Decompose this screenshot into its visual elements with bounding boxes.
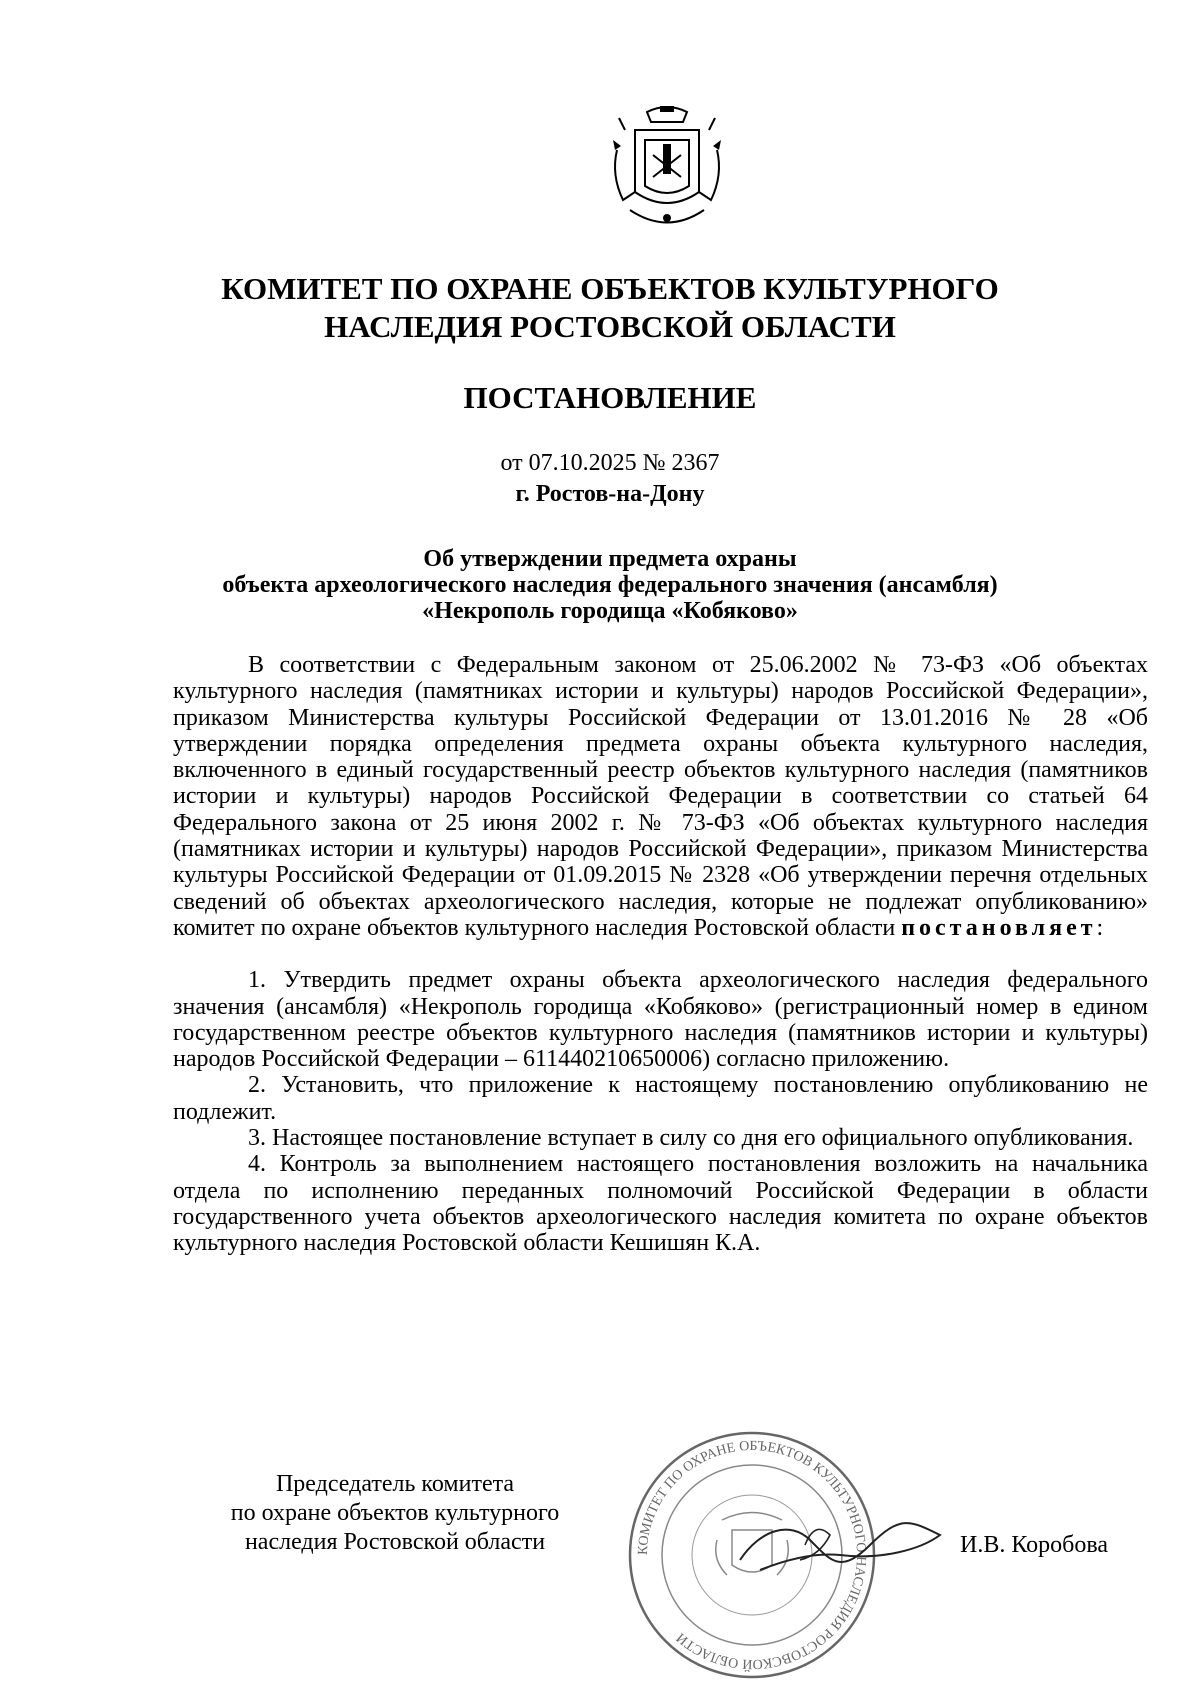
item-1: 1. Утвердить предмет охраны объекта археологического наследия федерального значения (ансамбля) «Некрополь городища «Кобяково» (регистрационный номер в едином государственном реестре объектов культурного наследия (памятников истории и культуры) народов Российской Федерации – 611440210650006) согласно приложению.	[173, 967, 1148, 1073]
organization-name	[150, 270, 1070, 346]
signatory-position	[180, 1470, 610, 1557]
document-subject	[150, 546, 1070, 624]
document-body	[173, 652, 1148, 1257]
position-line-1: Председатель комитета	[275, 1471, 515, 1497]
position-line-2: по охране объектов культурного	[230, 1500, 560, 1526]
resolves-word: постановляет	[901, 914, 1097, 941]
coat-of-arms-icon	[605, 100, 730, 240]
item-4: 4. Контроль за выполнением настоящего постановления возложить на начальника отдела по исполнению переданных полномочий Российской Федерации в области государственного учета объектов археологического наследия комитета по охране объектов культурного наследия Ростовской области Кешишян К.А.	[173, 1151, 1148, 1257]
document-date-number: от 07.10.2025 № 2367	[500, 450, 720, 476]
preamble-colon: :	[1096, 914, 1104, 941]
handwritten-signature	[720, 1500, 960, 1590]
stamp-text: КОМИТЕТ ПО ОХРАНЕ ОБЪЕКТОВ КУЛЬТУРНОГО НАСЛЕДИЯ РОСТОВСКОЙ ОБЛАСТИ	[635, 1438, 869, 1672]
organization-line-2: НАСЛЕДИЯ РОСТОВСКОЙ ОБЛАСТИ	[324, 309, 896, 344]
document-type: ПОСТАНОВЛЕНИЕ	[463, 380, 757, 415]
preamble-paragraph	[173, 652, 1148, 941]
document-city: г. Ростов-на-Дону	[515, 481, 705, 507]
subject-line-3: «Некрополь городища «Кобяково»	[422, 598, 798, 624]
item-3: 3. Настоящее постановление вступает в силу со дня его официального опубликования.	[248, 1125, 1134, 1152]
preamble-text: В соответствии с Федеральным законом от 25.06.2002 № 73-ФЗ «Об объектах культурного наследия (памятниках истории и культуры) народов Российской Федерации», приказом Министерства культуры Российской Федерации от 13.01.2016 № 28 «Об утверждении порядка определения предмета охраны объекта культурного наследия, включенного в единый государственный реестр объектов культурного наследия (памятников истории и культуры) народов Российской Федерации в соответствии со статьей 64 Федерального закона от 25 июня 2002 г. № 73-ФЗ «Об объектах культурного наследия (памятниках истории и культуры) народов Российской Федерации», приказом Министерства культуры Российской Федерации от 01.09.2015 № 2328 «Об утверждении перечня отдельных сведений об объектах археологического наследия, которые не подлежат опубликованию» комитет по охране объектов культурного наследия Ростовской области	[173, 652, 1148, 941]
subject-line-2: объекта археологического наследия федерального значения (ансамбля)	[222, 572, 998, 598]
item-2: 2. Установить, что приложение к настоящему постановлению опубликованию не подлежит.	[173, 1072, 1148, 1125]
subject-line-1: Об утверждении предмета охраны	[423, 546, 797, 572]
position-line-3: наследия Ростовской области	[244, 1529, 546, 1555]
signatory-name: И.В. Коробова	[960, 1532, 1109, 1558]
organization-line-1: КОМИТЕТ ПО ОХРАНЕ ОБЪЕКТОВ КУЛЬТУРНОГО	[221, 271, 999, 306]
